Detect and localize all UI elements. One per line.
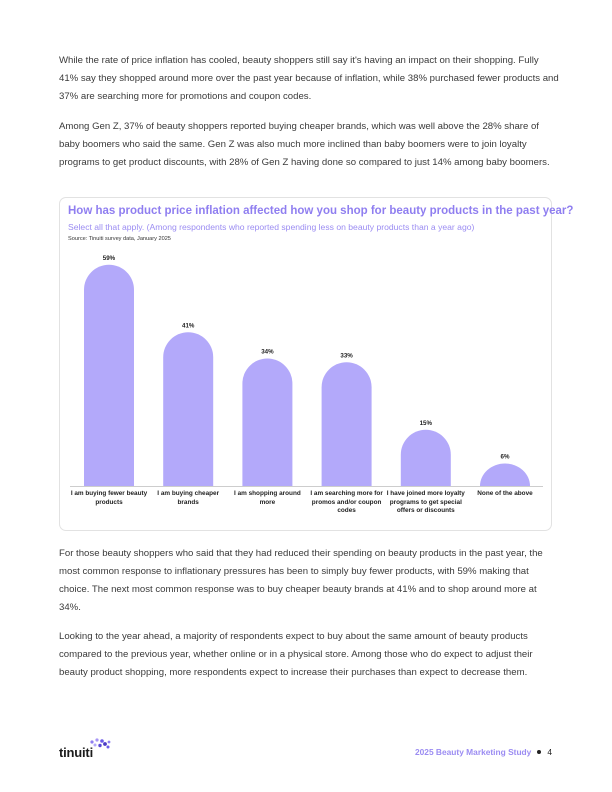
footer-study-title: 2025 Beauty Marketing Study (414, 747, 532, 757)
footer-separator-dot (537, 750, 541, 754)
category-label-5: I have joined more loyalty programs to get special offers or discounts (386, 490, 465, 515)
category-label-4: I am searching more for promos and/or coupon codes (310, 490, 383, 515)
chart-title: How has product price inflation affected how you shop for beauty products in the past year? (68, 205, 574, 217)
footer-info (415, 747, 552, 757)
value-label-5: 15% (419, 419, 432, 427)
bar-5 (401, 430, 451, 486)
paragraph-year-ahead: Looking to the year ahead, a majority of respondents expect to buy about the same amount of beauty products compared to the previous year, whether online or in a physical store. Among those who do expect to adjust their beauty product shopping, more respondents expect to increase their purchases than expect to decrease them. (59, 631, 533, 678)
bar-1 (84, 265, 134, 486)
chart-card (59, 197, 574, 531)
bar-chart (60, 198, 553, 532)
paragraph-spending-reduction: For those beauty shoppers who said that they had reduced their spending on beauty products in the past year, the most common response to inflationary pressures has been to simply buy fewer products, with 59% making that choice. The next most common response was to buy cheaper beauty brands at 41% and to shop around more at 34%. (59, 548, 543, 613)
value-label-3: 34% (261, 348, 274, 356)
category-label-6: None of the above (477, 490, 533, 497)
category-label-2: I am buying cheaper brands (157, 490, 220, 506)
value-label-6: 6% (500, 453, 510, 461)
chart-subtitle: Select all that apply. (Among respondents who reported spending less on beauty products than a year ago) (68, 222, 475, 232)
paragraph-gen-z: Among Gen Z, 37% of beauty shoppers reported buying cheaper brands, which was well above the 28% share of baby boomers who said the same. Gen Z was also much more inclined than baby boomers were to join loyalty programs to get product discounts, with 28% of Gen Z having done so compared to just 14% among baby boomers. (59, 121, 550, 168)
tinuiti-logo (59, 737, 129, 759)
bar-6 (480, 464, 530, 487)
chart-source: Source: Tinuiti survey data, January 2025 (68, 236, 171, 242)
bar-2 (163, 332, 213, 486)
logo-text: tinuiti (59, 745, 93, 760)
category-label-3: I am shopping around more (234, 490, 301, 506)
category-label-1: I am buying fewer beauty products (70, 490, 148, 506)
value-label-1: 59% (102, 254, 116, 262)
bar-3 (242, 359, 292, 487)
bar-4 (322, 362, 372, 486)
value-label-4: 33% (340, 352, 353, 360)
value-label-2: 41% (182, 322, 195, 330)
paragraph-inflation-impact: While the rate of price inflation has cooled, beauty shoppers still say it's having an impact on their shopping. Fully 41% say they shopped around more over the past year because of inflation, while 38% purchased fewer products and 37% are searching more for promotions and coupon codes. (59, 55, 559, 102)
page-number: 4 (547, 747, 552, 757)
